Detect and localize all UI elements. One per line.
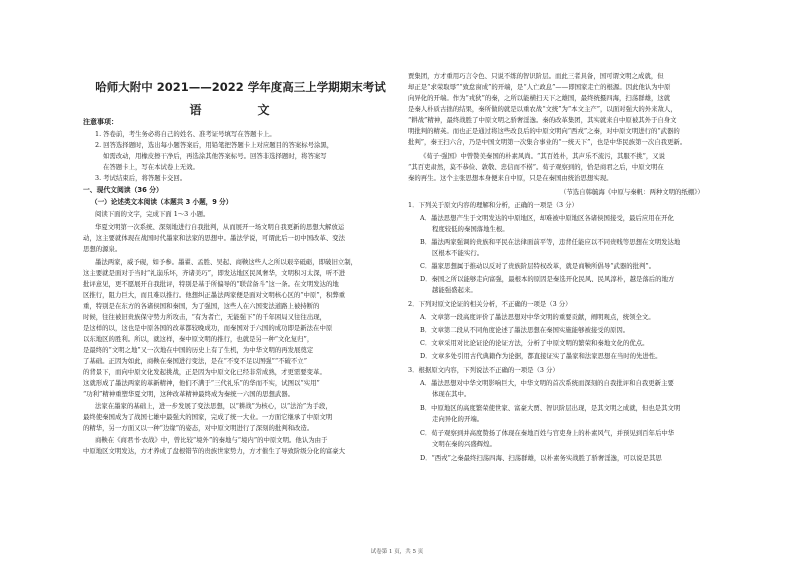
question-option: B．文章第二段从不同角度论述了墨法思想在秦国实施能够被接受的原因。 bbox=[420, 326, 630, 334]
question-option: B．墨法两家强调的贵族和平民在法律面前平等，违背任能应以不同贵贱等思想在文明发达地 bbox=[420, 238, 681, 246]
notice-heading: 注意事项： bbox=[83, 118, 118, 126]
passage-line: 明批判的精英。而也正是通过将这些改良后的中原文明向“西戎”之秦，对中原文明进行的“武器的 bbox=[408, 127, 680, 135]
passage-line: 了基础。正因为如此，商鞅在秦国进行变法，是在“不变不足以图强”“不破不立” bbox=[83, 357, 307, 365]
passage-line: 思想的源泉。 bbox=[83, 245, 122, 253]
passage-line: 的背景下，而向中原文化发起挑战，正是因为中原文化已经非常成熟，才更需要变革。 bbox=[83, 368, 326, 376]
sub-heading: （一）论述类文本阅读（本题共 3 小题，9 分） bbox=[91, 198, 233, 206]
passage-line: 贾集团，方才重用巧言令色、只说不练的智识阶层。而此三者具备，国可谓文明之成就，但 bbox=[408, 72, 664, 80]
passage-line: 华夏文明第一次系统、深刻地进行自我批判，从而展开一场文明自我更新的思想大解放运 bbox=[95, 223, 345, 231]
question-option: A．墨法思想产生于文明发达的中原地区，却难被中原地区各诸侯国接受，最后应用在开化 bbox=[420, 214, 674, 222]
passage-line: “其百吏肃然，莫不恭俭、敦敬、忠信而不楛”。荀子观察到的，恰是商君之后，中原文明在 bbox=[408, 163, 664, 171]
passage-line: 以东地区的胜利。所以，就这样，秦中原文明的推行，也就是另一种“文化复归”， bbox=[83, 335, 314, 343]
section-heading: 一、现代文阅读（36 分） bbox=[83, 186, 163, 194]
passage-line: 时候，往往被旧贵族保守势力所攻击，“有为者亡，无能强下”的千年困局又往往出现， bbox=[83, 313, 326, 321]
exam-title: 哈师大附中 2021——2022 学年度高三上学期期末考试 bbox=[95, 80, 386, 94]
question-option: 走向异化的开端。 bbox=[432, 415, 484, 423]
notice-item: 在答题卡上，写在本试卷上无效。 bbox=[103, 163, 199, 171]
passage-line: 区推行，阻力巨大，而且难以推行。他想纠正墨法两家便是面对文明核心区的“中原”，积弊重 bbox=[83, 291, 346, 299]
passage-line: 最终使秦国成为了战国七雄中最强大的国家，完成了统一大业。一方面它继承了中原文明 bbox=[83, 413, 333, 421]
passage-line: 《荀子·强国》中曾赞美秦国的朴素风尚。“其百姓朴，其声乐不流污，其服不挑”，又说 bbox=[420, 152, 666, 160]
question-option: 区根本不能实行。 bbox=[432, 249, 484, 257]
passage-line: 商鞅在《商君书·农战》中，曾比较“境外”的秦地与“境内”的中原文明。他认为由于 bbox=[95, 436, 328, 444]
question-option: A．墨法思想对中华文明影响巨大，中华文明的首次系统而深刻的自我批评和自我更新主要 bbox=[420, 379, 674, 387]
passage-line: 动，这主要就体现在战国时代墨家和法家的思想中。墨法学说，可谓此后一切中国改革、变法 bbox=[83, 234, 346, 242]
notice-item: 3. 考试结束后，将答题卡交回。 bbox=[95, 174, 187, 182]
question-option: C．荀子观察到并高度赞扬了体现在秦地百姓与官吏身上的朴素风气，并预见到百年后中华 bbox=[420, 429, 675, 437]
question-option: D．文章多处引用古代典籍作为论据，都直接证实了墨家和法家思想在当时的先进性。 bbox=[420, 352, 662, 360]
passage-line: “功利”精神重塑华夏文明，这种改革精神最终成为秦统一六国的思想武器。 bbox=[83, 390, 295, 398]
passage-line: 向异化的开端。作为“戎狄”的秦，之所以能横扫天下之雄国，最终统摄四海，扫荡群雄，这就 bbox=[408, 94, 671, 102]
subject-title: 语 文 bbox=[189, 103, 292, 117]
passage-line: “耕战”精神，最终战胜了中原文明之骄奢淫逸。秦的改革集团，其实就来自中原被其外于自身文 bbox=[408, 116, 677, 124]
question-option: 文明在秦的兴盛辉煌。 bbox=[432, 440, 496, 448]
question-option: 越能强盛起来。 bbox=[432, 286, 477, 294]
reading-instruction: 阅读下面的文字，完成下面 1～3 小题。 bbox=[95, 210, 210, 218]
passage-line: 批判”，秦王扫六合，乃是中国文明第一次集合事业的“一统天下”，也是中华民族第一次自我更新。 bbox=[408, 138, 687, 146]
question-option: D．“西戎”之秦最终扫荡四海、扫荡群雄，以朴素务实战胜了骄奢淫逸，可以说是其思 bbox=[420, 454, 662, 462]
question-option: C．墨家思想属于推动以反对了贵族阶层特权改革，就是商鞅所倡导“武器的批判”。 bbox=[420, 262, 656, 270]
passage-line: 是这样的以，这也是中原各国的改革都较晚成功，而秦国对于六国的成功即是新法在中原 bbox=[83, 324, 333, 332]
passage-line: 重，特别是在东方的各诸侯国和秦国，为了强国，这些人在六国变法道路上被持断的 bbox=[83, 302, 320, 310]
notice-item: 1. 答卷前，考生务必将自己的姓名、准考证号填写在答题卡上。 bbox=[95, 130, 276, 138]
passage-line: 是最终的“文明之地”又一次地在中国的历史上有了生机，为中华文明的再发展奠定 bbox=[83, 346, 314, 354]
question-option: 程度较低的秦国落地生根。 bbox=[432, 225, 509, 233]
question-stem: 2．下列对原文论证的相关分析，不正确的一项是（3 分） bbox=[408, 300, 572, 308]
passage-line: 是秦人朴质古拙的结果，秦所做的就是以重农战“文统”为“本文主产”，以面对强大的外来敌人， bbox=[408, 105, 677, 113]
question-option: B．中原地区的高度繁荣使世家、富豪大贾、智识阶层出现，是其文明之成就，但也是其文明 bbox=[420, 404, 681, 412]
passage-line: 这主要就是面对于当时“礼崩乐坏，齐诸美巧”，即发达地区民风奢华，文明积习太深，听不进 bbox=[83, 269, 346, 277]
passage-line: 秦的再生。这个主张思想本身便来自中原，只是在秦国由统治思想实现。 bbox=[408, 174, 613, 182]
notice-item: 2. 回答选择题时，选出每小题答案后，用铅笔把答题卡上对应题目的答案标号涂黑， bbox=[95, 141, 334, 149]
passage-line: 墨法两家，威予砚，如予参。墨翟、孟胜、吴起、商鞅这些人之所以艰辛砥砺，即破旧立制， bbox=[95, 258, 358, 266]
question-option: C．文章采用对比论证论的论证方法，分析了中原文明的繁荣和秦地文化的优点。 bbox=[420, 339, 649, 347]
question-option: D．秦国之所以能够走向富强，最根本的原因是秦选开化民风、民风淳朴，越是落后的地方 bbox=[420, 275, 675, 283]
passage-line: 却正是“求荣取辱”“致怠窗成”的开端，是“人亡政息”——即国家走亡的根源。因此他认为中原 bbox=[408, 83, 671, 91]
question-option: 体现在其中。 bbox=[432, 390, 471, 398]
passage-line: 这就形成了墨法两家的革新精神，他们不满于“三代礼乐”的华而不实，试图以“实用” bbox=[83, 379, 320, 387]
passage-line: 中原地区文明发达，方才养成了盘根错节的贵族世家势力，方才催生了导致阶级分化的富豪大 bbox=[83, 447, 346, 455]
question-stem: 3．根据原文内容，下列说法不正确的一项是（3 分） bbox=[408, 366, 559, 374]
question-option: A．文章第一段高度评价了墨法思想对中华文明的重要贡献，阐明观点，统领全文。 bbox=[420, 313, 655, 321]
passage-source: （节选自韩毓海《中原与秦帆：两种文明的纸棚》） bbox=[560, 188, 704, 196]
question-stem: 1．下列关于原文内容的理解和分析，正确的一项是（3 分） bbox=[408, 201, 578, 209]
notice-item: 如需改动，用橡皮擦干净后，再选涂其他答案标号。回答非选择题时，将答案写 bbox=[103, 152, 327, 160]
passage-line: 法家在墨家的基础上，进一步发展了变法思想，以“耕战”为核心，以“法治”为手段， bbox=[95, 402, 332, 410]
page-footer: 试卷第 1 页，共 5 页 bbox=[370, 549, 424, 555]
passage-line: 的精华，另一方面又以一种“边缘”的姿态，对中原文明进行了深刻的批判和改造。 bbox=[83, 424, 314, 432]
passage-line: 批评意见，更不愿展开自我批评，特别是基于所偏导的“联营备斗”这一条。在文明发达的地 bbox=[83, 280, 339, 288]
